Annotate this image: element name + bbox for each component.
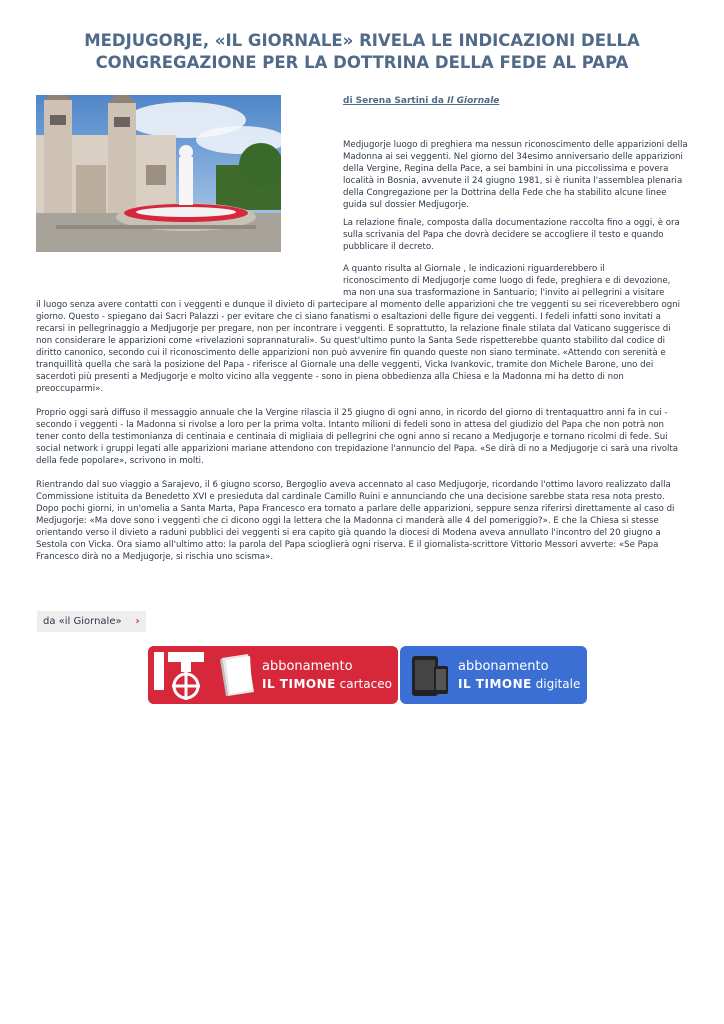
il-timone-logo-icon xyxy=(148,646,210,704)
magazine-icon xyxy=(218,652,258,698)
banner-line1: abbonamento xyxy=(458,659,549,674)
paragraph: Proprio oggi sarà diffuso il messaggio annuale che la Vergine rilascia il 25 giugno di ogni anno, in ricordo del giorno di trentaquattro anni fa in cui - secondo i veggenti - la Madonna si rivolse a loro per la prima volta. Intanto milioni di fedeli sono in attesa del giudizio del Papa che non potrà non tener conto della testimonianza di centinaia e centinaia di migliaia di pellegrini che ogni anno si recano a Medjugorje e tornano ricolmi di fede. Sui social network i gruppi legati alle apparizioni mariane attendono con trepidazione l'annuncio del Papa. «Se dirà di no a Medjugorje ci sarà una rivolta della fede popolare», scrivono in molti. xyxy=(36,408,679,466)
source-link-label: da «il Giornale» xyxy=(43,616,122,627)
article-title: MEDJUGORJE, «IL GIORNALE» RIVELA LE INDICAZIONI DELLA CONGREGAZIONE PER LA DOTTRINA DELLA FEDE AL PAPA xyxy=(84,31,640,72)
article-photo xyxy=(36,95,281,252)
paragraph-line: riconoscimento di Medjugorje come luogo di fede, preghiera e di devozione, xyxy=(343,276,671,286)
paragraph: Rientrando dal suo viaggio a Sarajevo, il 6 giugno scorso, Bergoglio aveva accennato al caso Medjugorje, ricordando l'ottimo lavoro realizzato dalla Commissione istituita da Benedetto XVI e presieduta dal cardinale Camillo Ruini e annunciando che una decisione sarebbe stata resa nota presto. Dopo pochi giorni, in un'omelia a Santa Marta, Papa Francesco era tornato a parlare delle apparizioni, seppure senza riferirsi direttamente al caso di Medjugorje: «Ma dove sono i veggenti che ci dicono oggi la lettera che la Madonna ci manderà alle 4 del pomeriggio?». E che la Chiesa si stesse orientando verso il divieto a raduni pubblici dei veggenti si era capito già quando la diocesi di Modena aveva annullato l'incontro del 20 giugno a Sestola con Vicka. Ora siamo all'ultimo atto: la parola del Papa scioglierà ogni riserva. E il giornalista-scrittore Vittorio Messori avverte: «Se Papa Francesco dirà no a Medjugorje, si rischia uno scisma». xyxy=(36,480,675,562)
banner-format: digitale xyxy=(535,677,581,691)
subscribe-print-banner[interactable] xyxy=(148,646,398,704)
byline[interactable] xyxy=(343,96,499,106)
banner-line1: abbonamento xyxy=(262,659,353,674)
source-link-button[interactable] xyxy=(37,611,146,632)
byline-source: Il Giornale xyxy=(447,96,500,106)
banner-format: cartaceo xyxy=(339,677,392,691)
paragraph: La relazione finale, composta dalla documentazione raccolta fino a oggi, è ora sulla scrivania del Papa che dovrà decidere se accogliere il testo e quando pubblicare il decreto. xyxy=(343,218,680,252)
paragraph-line: ma non una sua trasformazione in Santuario; l'invito ai pellegrini a visitare xyxy=(343,288,665,298)
paragraph-text: il luogo senza avere contatti con i veggenti e dunque il divieto di partecipare al momento delle apparizioni che tre veggenti su sei riceverebbero ogni giorno. Questo - spiegano dai Sacri Palazzi - per evitare che ci siano fanatismi o esaltazioni delle figure dei veggenti. I fedeli infatti sono invitati a recarsi in pellegrinaggio a Medjugorje per pregare, non per incontrare i veggenti. E soprattutto, la relazione finale stilata dal Vaticano suggerisce di non considerare le apparizioni come «rivelazioni soprannaturali». Su quest'ultimo punto la Santa Sede rispetterebbe quanto stabilito dal codice di diritto canonico, secondo cui il riconoscimento delle apparizioni non può avvenire fin quando queste non siano terminate. «Attendo con serenità e tranquillità quella che sarà la posizione del Papa - riferisce al Giornale una delle veggenti, Vicka Ivankovic, tramite don Michele Barone, uno dei sacerdoti più presenti a Medjugorje e molto vicino alla veggente - sono in piena obbedienza alla Chiesa e la Madonna mi ha detto di non preoccuparmi». xyxy=(36,300,680,394)
paragraph-line: A quanto risulta al Giornale , le indicazioni riguarderebbero il xyxy=(343,264,605,274)
banner-line2 xyxy=(262,677,392,691)
article-intro xyxy=(343,139,688,259)
article-body xyxy=(36,263,688,575)
subscribe-digital-banner[interactable] xyxy=(400,646,587,704)
tablet-phone-icon xyxy=(410,654,450,698)
banner-line2 xyxy=(458,677,580,691)
chevron-right-icon: › xyxy=(135,616,140,627)
paragraph: Medjugorje luogo di preghiera ma nessun riconoscimento delle apparizioni della Madonna ai sei veggenti. Nel giorno del 34esimo anniversario delle apparizioni della Vergine, Regina della Pace, a sei bambini in una piccolissima e povera località in Bosnia, avvenute il 24 giugno 1981, si è riunita l'assemblea plenaria della Congregazione per la Dottrina della Fede che ha stabilito alcune linee guida sul dossier Medjugorje. xyxy=(343,140,688,210)
byline-author: di Serena Sartini da xyxy=(343,96,444,106)
paragraph xyxy=(36,263,688,395)
banner-brand: IL TIMONE xyxy=(458,677,532,691)
banner-brand: IL TIMONE xyxy=(262,677,336,691)
